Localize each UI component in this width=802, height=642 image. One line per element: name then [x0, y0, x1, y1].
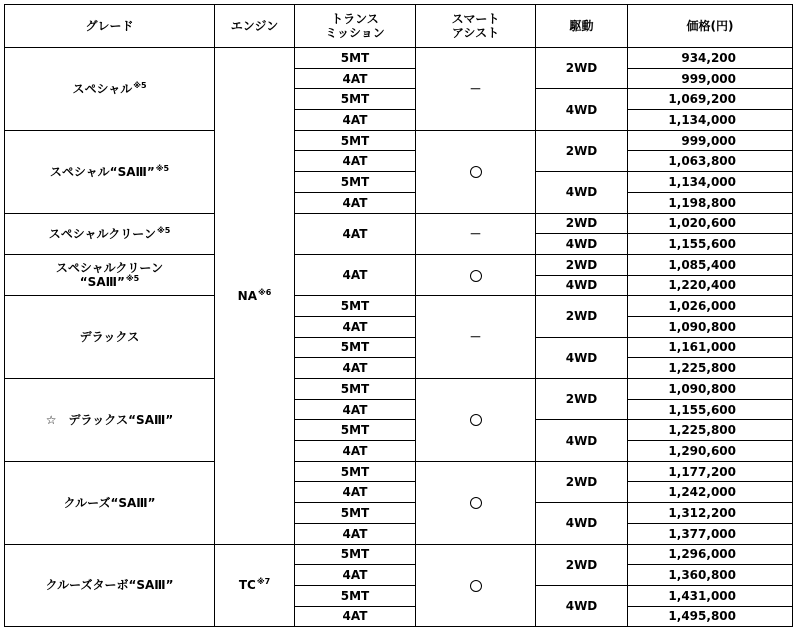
smart-assist-cell: [416, 213, 536, 254]
table-row: [5, 213, 793, 234]
drive-cell: 2WD: [536, 48, 628, 89]
smart-assist-cell: [416, 544, 536, 627]
smart-assist-no: －: [469, 226, 482, 241]
transmission-cell: 4AT: [295, 254, 416, 295]
grade-name: ☆ デラックス“SAⅢ”: [45, 412, 174, 427]
grade-cell: [5, 461, 215, 544]
grade-cell: [5, 379, 215, 462]
grade-cell: [5, 213, 215, 254]
header-smart-assist-line1: スマート: [451, 12, 500, 26]
transmission-cell: 5MT: [295, 89, 416, 110]
grade-name: スペシャル: [72, 81, 133, 96]
price-cell: 1,155,600: [628, 234, 793, 255]
price-cell: 1,360,800: [628, 565, 793, 586]
header-transmission: [295, 5, 416, 48]
price-cell: 1,296,000: [628, 544, 793, 565]
price-cell: 1,242,000: [628, 482, 793, 503]
price-cell: 1,134,000: [628, 110, 793, 131]
smart-assist-yes: [470, 414, 482, 426]
price-cell: 1,155,600: [628, 399, 793, 420]
drive-cell: 4WD: [536, 234, 628, 255]
grade-note: ※5: [156, 225, 171, 235]
smart-assist-yes: [470, 166, 482, 178]
header-price: 価格(円): [628, 5, 793, 48]
grade-note: ※5: [133, 80, 147, 90]
transmission-cell: 4AT: [295, 606, 416, 627]
smart-assist-yes: [470, 580, 482, 592]
grade-name: “SAⅢ”: [79, 275, 125, 290]
table-row: [5, 461, 793, 482]
transmission-cell: 5MT: [295, 585, 416, 606]
engine-name: NA: [237, 288, 257, 303]
drive-cell: 4WD: [536, 275, 628, 296]
transmission-cell: 4AT: [295, 523, 416, 544]
grade-name-line: [5, 82, 214, 96]
drive-cell: 2WD: [536, 379, 628, 420]
transmission-cell: 4AT: [295, 358, 416, 379]
transmission-cell: 4AT: [295, 482, 416, 503]
drive-cell: 2WD: [536, 296, 628, 337]
header-row: [5, 5, 793, 48]
transmission-cell: 5MT: [295, 172, 416, 193]
drive-cell: 4WD: [536, 503, 628, 544]
price-cell: 1,069,200: [628, 89, 793, 110]
grade-note: ※5: [125, 274, 140, 284]
smart-assist-cell: [416, 461, 536, 544]
price-cell: 999,000: [628, 68, 793, 89]
table-row: [5, 379, 793, 400]
transmission-cell: 5MT: [295, 296, 416, 317]
table-row: [5, 130, 793, 151]
transmission-cell: 4AT: [295, 68, 416, 89]
grade-name-line: [5, 413, 214, 427]
header-engine: エンジン: [215, 5, 295, 48]
smart-assist-cell: [416, 48, 536, 131]
transmission-cell: 4AT: [295, 192, 416, 213]
smart-assist-cell: [416, 130, 536, 213]
table-body: [5, 5, 793, 627]
transmission-cell: 5MT: [295, 337, 416, 358]
price-cell: 1,198,800: [628, 192, 793, 213]
transmission-cell: 5MT: [295, 544, 416, 565]
smart-assist-cell: [416, 296, 536, 379]
transmission-cell: 4AT: [295, 151, 416, 172]
transmission-cell: 4AT: [295, 316, 416, 337]
price-cell: 934,200: [628, 48, 793, 69]
price-cell: 1,161,000: [628, 337, 793, 358]
smart-assist-no: －: [469, 330, 482, 345]
grade-name-line: [5, 496, 214, 510]
drive-cell: 2WD: [536, 213, 628, 234]
price-cell: 999,000: [628, 130, 793, 151]
drive-cell: 2WD: [536, 461, 628, 502]
grade-name: スペシャルクリーン: [48, 226, 156, 241]
transmission-cell: 5MT: [295, 48, 416, 69]
price-cell: 1,134,000: [628, 172, 793, 193]
grade-cell: [5, 130, 215, 213]
grade-name-line: [5, 578, 214, 592]
transmission-cell: 5MT: [295, 461, 416, 482]
transmission-cell: 4AT: [295, 565, 416, 586]
price-cell: 1,026,000: [628, 296, 793, 317]
price-cell: 1,085,400: [628, 254, 793, 275]
header-smart-assist-line2: アシスト: [451, 26, 500, 40]
smart-assist-yes: [470, 270, 482, 282]
transmission-cell: 5MT: [295, 420, 416, 441]
transmission-cell: 4AT: [295, 213, 416, 254]
grade-name: スペシャル“SAⅢ”: [49, 164, 155, 179]
transmission-cell: 5MT: [295, 503, 416, 524]
grade-name: クルーズ“SAⅢ”: [63, 495, 156, 510]
price-cell: 1,177,200: [628, 461, 793, 482]
price-cell: 1,225,800: [628, 420, 793, 441]
price-cell: 1,495,800: [628, 606, 793, 627]
smart-assist-cell: [416, 254, 536, 295]
drive-cell: 4WD: [536, 172, 628, 213]
grade-cell: [5, 296, 215, 379]
engine-cell: [215, 544, 295, 627]
price-cell: 1,090,800: [628, 316, 793, 337]
header-drive: 駆動: [536, 5, 628, 48]
grade-name: クルーズターボ“SAⅢ”: [45, 578, 174, 593]
price-cell: 1,220,400: [628, 275, 793, 296]
smart-assist-no: －: [469, 81, 482, 96]
grade-name-line: [5, 261, 214, 275]
table-row: [5, 254, 793, 275]
engine-name: TC: [238, 578, 256, 593]
smart-assist-cell: [416, 379, 536, 462]
engine-note: ※7: [256, 577, 271, 587]
price-cell: 1,090,800: [628, 379, 793, 400]
header-transmission-line2: ミッション: [325, 26, 385, 40]
table-row: [5, 296, 793, 317]
transmission-cell: 5MT: [295, 130, 416, 151]
drive-cell: 4WD: [536, 585, 628, 626]
transmission-cell: 5MT: [295, 379, 416, 400]
transmission-cell: 4AT: [295, 110, 416, 131]
grade-cell: [5, 48, 215, 131]
drive-cell: 2WD: [536, 130, 628, 171]
grade-name-line: [5, 330, 214, 344]
transmission-cell: 4AT: [295, 399, 416, 420]
transmission-cell: 4AT: [295, 441, 416, 462]
drive-cell: 2WD: [536, 254, 628, 275]
price-cell: 1,225,800: [628, 358, 793, 379]
grade-name-line: [5, 275, 214, 289]
grade-name: デラックス: [79, 330, 140, 345]
drive-cell: 4WD: [536, 89, 628, 130]
smart-assist-yes: [470, 497, 482, 509]
table-row: [5, 544, 793, 565]
header-smart-assist: [416, 5, 536, 48]
price-cell: 1,290,600: [628, 441, 793, 462]
header-grade: グレード: [5, 5, 215, 48]
price-table: [4, 4, 793, 627]
grade-name: スペシャルクリーン: [55, 261, 164, 276]
grade-name-line: [5, 227, 214, 241]
grade-note: ※5: [155, 163, 170, 173]
price-cell: 1,377,000: [628, 523, 793, 544]
grade-cell: [5, 254, 215, 295]
table-row: [5, 48, 793, 69]
price-cell: 1,020,600: [628, 213, 793, 234]
price-cell: 1,312,200: [628, 503, 793, 524]
engine-note: ※6: [258, 287, 272, 297]
drive-cell: 4WD: [536, 420, 628, 461]
engine-cell: [215, 48, 295, 545]
grade-name-line: [5, 165, 214, 179]
price-cell: 1,063,800: [628, 151, 793, 172]
drive-cell: 4WD: [536, 337, 628, 378]
grade-cell: [5, 544, 215, 627]
header-transmission-line1: トランス: [331, 12, 379, 26]
drive-cell: 2WD: [536, 544, 628, 585]
price-cell: 1,431,000: [628, 585, 793, 606]
